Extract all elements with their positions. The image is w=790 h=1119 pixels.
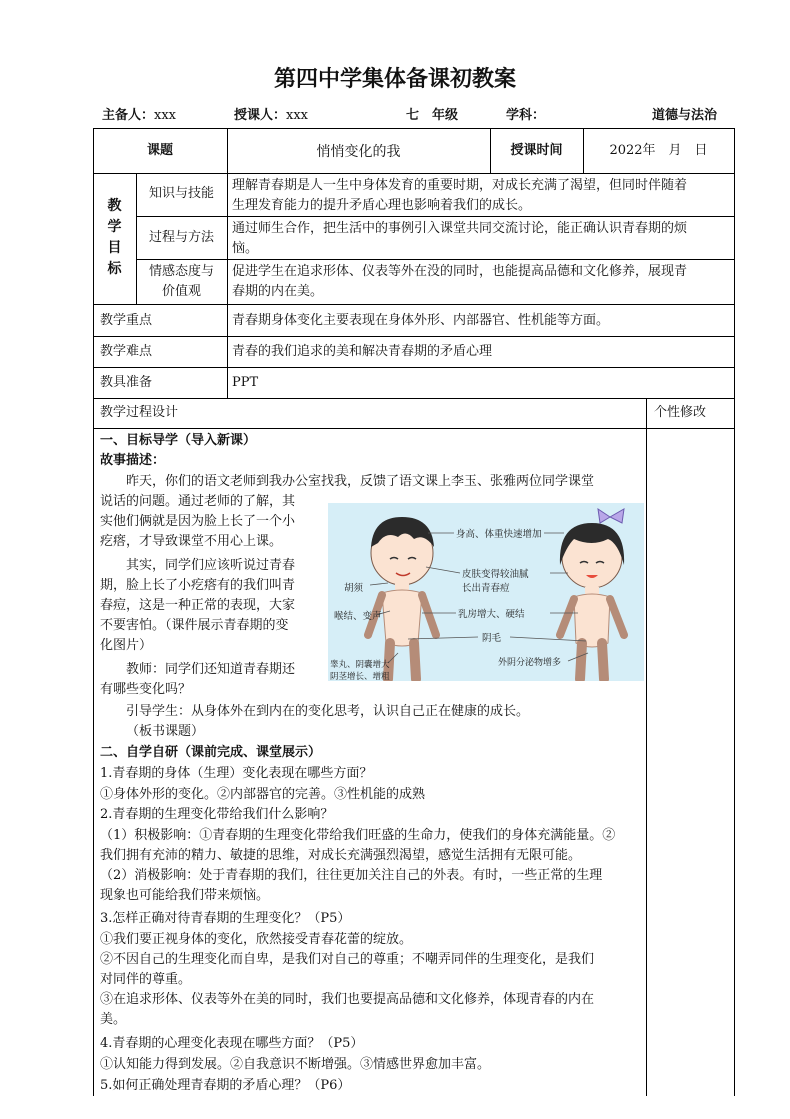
goals-label-char: 标 xyxy=(107,261,122,277)
answer-3 xyxy=(100,930,640,1030)
difficulty-value: 青春的我们追求的美和解决青春期的矛盾心理 xyxy=(232,344,493,359)
question-1: 1.青春期的身体（生理）变化表现在哪些方面？ xyxy=(100,766,373,781)
story-line: 昨天，你们的语文老师到我办公室找我，反馈了语文课上李玉、张雅两位同学课堂 xyxy=(126,474,595,489)
page-title: 第四中学集体备课初教案 xyxy=(273,67,516,92)
process-label: 教学过程设计 xyxy=(100,405,179,420)
text-line: 化图片） xyxy=(100,638,153,653)
answer-2 xyxy=(100,826,640,906)
text-line: 教师：同学们还知道青春期还 xyxy=(126,662,296,677)
text-line: 春期的内在美。 xyxy=(232,284,324,299)
question-3: 3.怎样正确对待青春期的生理变化？（P5） xyxy=(100,911,351,926)
text-line: （2）消极影响：处于青春期的我们，往往更加关注自己的外表。有时，一些正常的生理 xyxy=(100,868,603,883)
goal-name-process: 过程与方法 xyxy=(148,230,214,245)
label-beard: 胡须 xyxy=(344,583,364,594)
text-line: ②不因自己的生理变化而自卑，是我们对自己的尊重；不嘲弄同伴的生理变化，是我们 xyxy=(100,952,595,967)
time-label: 授课时间 xyxy=(510,143,563,158)
goals-label-char: 目 xyxy=(107,240,122,256)
paragraph-3 xyxy=(100,660,320,700)
teacher-value: xxx xyxy=(286,108,309,123)
text-line: 其实，同学们应该听说过青春 xyxy=(126,558,296,573)
topic-label: 课题 xyxy=(146,143,173,158)
label-skin: 皮肤变得较油腻 xyxy=(462,569,529,580)
board-line: （板书课题） xyxy=(126,724,205,739)
story-title: 故事描述： xyxy=(100,453,166,468)
label-acne: 长出青春痘 xyxy=(462,583,510,594)
puberty-illustration xyxy=(328,503,644,681)
text-line: 春痘，这是一种正常的表现，大家 xyxy=(100,598,296,613)
text-line: 美。 xyxy=(100,1012,127,1027)
goal-name-knowledge: 知识与技能 xyxy=(148,186,214,201)
time-value: 2022年 月 日 xyxy=(609,143,708,158)
text-line: ③在追求形体、仪表等外在美的同时，我们也要提高品德和文化修养，体现青春的内在 xyxy=(100,992,595,1007)
teacher-label: 授课人： xyxy=(234,108,287,123)
question-4: 4.青春期的心理变化表现在哪些方面？（P5） xyxy=(100,1036,364,1051)
label-male-2: 阴茎增长、增粗 xyxy=(330,672,390,681)
materials-value: PPT xyxy=(232,375,259,390)
section-1-title: 一、目标导学（导入新课） xyxy=(100,433,257,448)
section-2-title: 二、自学自研（课前完成、课堂展示） xyxy=(100,745,322,760)
text-line: 不要害怕。（课件展示青春期的变 xyxy=(100,618,289,633)
label-breast: 乳房增大、硬结 xyxy=(458,609,525,620)
goals-label-char: 学 xyxy=(107,219,122,235)
label-female: 外阴分泌物增多 xyxy=(498,658,562,668)
preparer-value: xxx xyxy=(154,108,177,123)
goal-text-process xyxy=(232,219,732,259)
label-throat: 喉结、变声 xyxy=(334,611,382,622)
text-line: 疙瘩，才导致课堂不用心上课。 xyxy=(100,534,283,549)
goals-label xyxy=(93,196,136,280)
personal-notes-label: 个性修改 xyxy=(654,405,707,420)
preparer xyxy=(102,104,176,123)
text-line: （1）积极影响：①青春期的生理变化带给我们旺盛的生命力，使我们的身体充满能量。② xyxy=(100,828,616,843)
text-line: 有哪些变化吗？ xyxy=(100,682,192,697)
text-line: 促进学生在追求形体、仪表等外在没的同时，也能提高品德和文化修养，展现青 xyxy=(232,264,688,279)
text-line: 情感态度与 xyxy=(148,264,214,279)
label-hair: 阴毛 xyxy=(482,633,502,644)
text-line: 恼。 xyxy=(232,241,259,256)
text-line: 对同伴的尊重。 xyxy=(100,972,192,987)
text-line: ①我们要正视身体的变化，欣然接受青春花蕾的绽放。 xyxy=(100,932,413,947)
goal-text-attitude xyxy=(232,262,732,302)
text-line: 通过师生合作，把生活中的事例引入课堂共同交流讨论，能正确认识青春期的烦 xyxy=(232,221,688,236)
answer-1: ①身体外形的变化。②内部器官的完善。③性机能的成熟 xyxy=(100,787,426,802)
subject-value: 道德与法治 xyxy=(652,108,718,123)
grade: 七 年级 xyxy=(406,108,459,123)
goals-label-char: 教 xyxy=(107,198,122,214)
question-2: 2.青春期的生理变化带给我们什么影响？ xyxy=(100,807,334,822)
text-line: 说话的问题。通过老师的了解，其 xyxy=(100,494,296,509)
text-line: 生理发育能力的提升矛盾心理也影响着我们的成长。 xyxy=(232,198,532,213)
label-male-1: 睾丸、阴囊增大 xyxy=(330,660,390,670)
question-5: 5.如何正确处理青春期的矛盾心理？（P6） xyxy=(100,1078,351,1093)
key-points-label: 教学重点 xyxy=(100,313,153,328)
subject-label: 学科： xyxy=(506,108,546,123)
guide-line: 引导学生：从身体外在到内在的变化思考，认识自己正在健康的成长。 xyxy=(126,704,530,719)
text-line: 价值观 xyxy=(161,284,201,299)
story-wrap xyxy=(100,492,320,552)
text-line: 我们拥有充沛的精力、敏捷的思维，对成长充满强烈渴望，感觉生活拥有无限可能。 xyxy=(100,848,582,863)
answer-4: ①认知能力得到发展。②自我意识不断增强。③情感世界愈加丰富。 xyxy=(100,1057,491,1072)
topic-value: 悄悄变化的我 xyxy=(316,144,401,160)
preparer-label: 主备人： xyxy=(102,108,155,123)
goal-name-attitude xyxy=(136,262,227,302)
goal-text-knowledge xyxy=(232,176,732,216)
difficulty-label: 教学难点 xyxy=(100,344,153,359)
materials-label: 教具准备 xyxy=(100,375,153,390)
text-line: 实他们俩就是因为脸上长了一个小 xyxy=(100,514,296,529)
text-line: 现象也可能给我们带来烦恼。 xyxy=(100,888,270,903)
text-line: 理解青春期是人一生中身体发育的重要时期，对成长充满了渴望，但同时伴随着 xyxy=(232,178,688,193)
label-height: 身高、体重快速增加 xyxy=(456,529,542,540)
teacher xyxy=(234,104,308,123)
paragraph-2 xyxy=(100,556,320,656)
text-line: 期，脸上长了小疙瘩有的我们叫青 xyxy=(100,578,296,593)
key-points-value: 青春期身体变化主要表现在身体外形、内部器官、性机能等方面。 xyxy=(232,313,610,328)
